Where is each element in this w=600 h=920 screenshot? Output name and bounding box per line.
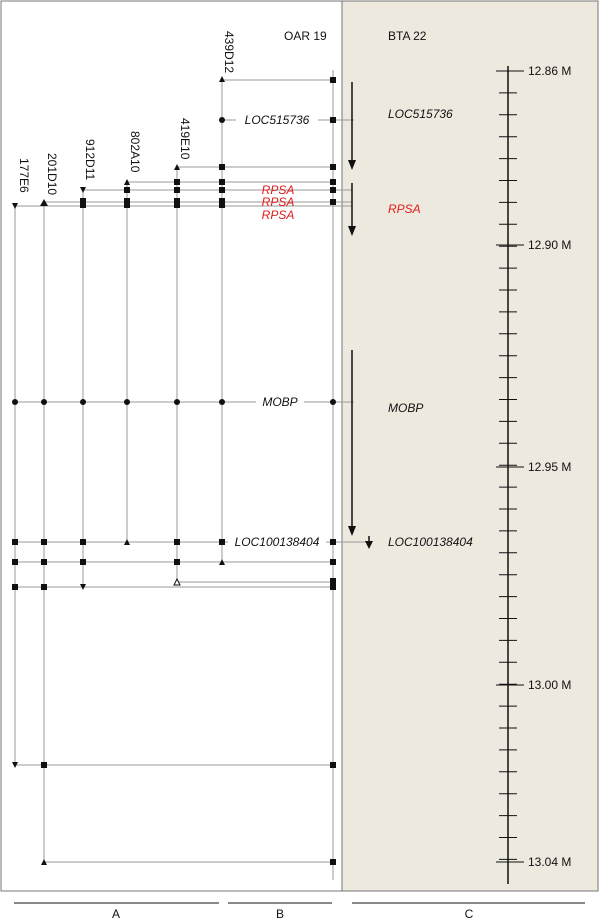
dot-marker [330,117,336,123]
square-marker [330,762,336,768]
square-marker [330,164,336,170]
bta22-header: BTA 22 [388,29,427,43]
square-marker [41,559,47,565]
gene-label-mobp-bta: MOBP [388,401,424,415]
square-marker [124,187,130,193]
clone-labels [17,31,236,195]
square-marker [12,559,18,565]
oar19-header: OAR 19 [284,29,327,43]
dot-marker [124,399,130,405]
oar-gene-labels [235,113,320,549]
section-labels [112,907,474,920]
gene-label-loc515736-oar: LOC515736 [244,113,310,127]
square-marker [330,77,336,83]
dot-marker [174,399,180,405]
square-marker [174,198,180,208]
dot-marker [80,399,86,405]
section-a-label: A [111,907,121,920]
section-b-label: B [275,907,285,920]
gene-label-loc100138404-bta: LOC100138404 [388,535,473,549]
clone-label-802a10: 802A10 [128,131,142,173]
gene-label-loc100138404-oar: LOC100138404 [234,535,320,549]
gene-label-rpsa-2: RPSA [261,195,295,209]
square-marker [330,578,336,584]
square-marker [330,179,336,185]
clone-label-201d10: 201D10 [45,153,59,196]
square-marker [174,187,180,193]
square-marker [80,198,86,208]
gene-label-rpsa-1: RPSA [261,183,295,197]
square-marker [219,179,225,185]
scale-label-13-04: 13.04 M [528,855,572,869]
clone-label-177e6: 177E6 [17,158,31,193]
square-marker [41,584,47,590]
square-marker [219,187,225,193]
square-marker [41,762,47,768]
square-marker [219,539,225,545]
square-marker [330,199,336,205]
gene-label-rpsa-3: RPSA [261,208,295,222]
marker-dots [12,117,336,405]
square-marker [330,559,336,565]
clone-label-419e10: 419E10 [178,118,192,160]
connector-lines [15,80,370,862]
dot-marker [41,399,47,405]
scale-label-12-86: 12.86 M [528,64,572,78]
dot-marker [219,399,225,405]
clone-label-912d11: 912D11 [83,139,97,181]
square-marker [219,198,225,208]
square-marker [174,539,180,545]
scale-label-13-00: 13.00 M [528,678,572,692]
square-marker [219,164,225,170]
square-marker [174,179,180,185]
square-marker [12,584,18,590]
section-c-label: C [464,907,474,920]
scale-label-12-90: 12.90 M [528,238,572,252]
bta22-panel [342,1,598,891]
square-marker [174,559,180,565]
gene-label-rpsa-bta: RPSA [388,202,421,216]
square-marker [330,187,336,193]
gene-label-loc515736-bta: LOC515736 [388,107,453,121]
triangle-up-marker [219,76,225,82]
square-marker [330,859,336,865]
dot-marker [219,117,225,123]
square-marker [41,539,47,545]
square-marker [124,198,130,208]
square-marker [80,559,86,565]
clone-label-439d12: 439D12 [222,31,236,74]
dot-marker [12,399,18,405]
gene-label-mobp-oar: MOBP [262,395,298,409]
dot-marker [330,399,336,405]
square-marker [330,584,336,590]
square-marker [80,539,86,545]
square-marker [12,539,18,545]
scale-label-12-95: 12.95 M [528,460,572,474]
square-marker [330,539,336,545]
